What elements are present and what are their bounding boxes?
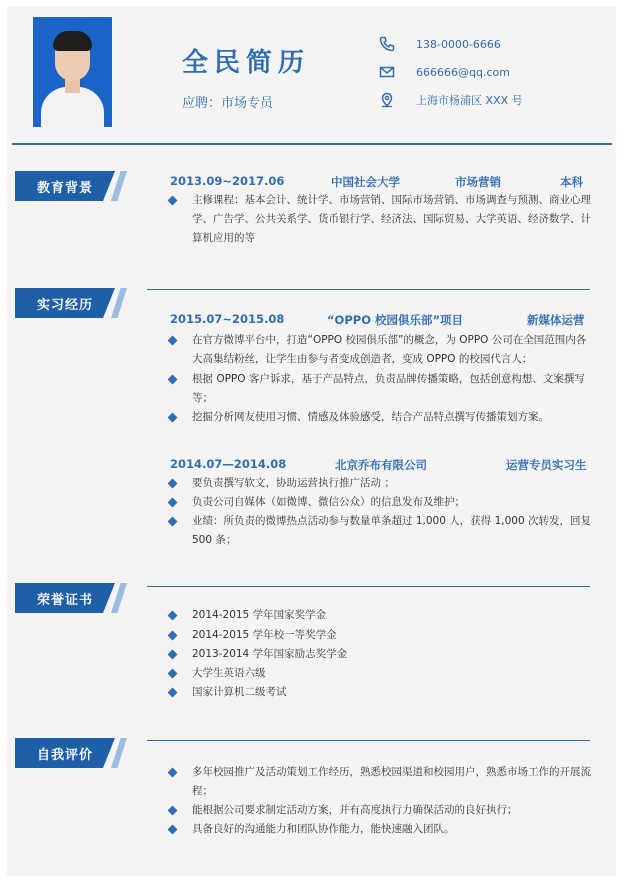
resume-page <box>7 6 616 876</box>
internship-role: 新媒体运营 <box>527 313 585 327</box>
section-divider <box>147 740 590 741</box>
list-item: 2013-2014 学年国家励志奖学金 <box>169 645 594 664</box>
section-divider <box>147 289 590 290</box>
section-title: 荣誉证书 <box>37 593 94 608</box>
phone-number: 138-0000-6666 <box>416 37 501 51</box>
candidate-name: 全民简历 <box>182 48 311 78</box>
education-school: 中国社会大学 <box>331 175 400 189</box>
list-item: 根据 OPPO 客户诉求，基于产品特点，负责品牌传播策略，包括创意构想、文案撰写等； <box>169 370 594 408</box>
list-item: 2014-2015 学年校一等奖学金 <box>169 626 594 645</box>
internship-org: 北京乔布有限公司 <box>335 458 427 472</box>
list-item: 具备良好的沟通能力和团队协作能力，能快速融入团队。 <box>169 820 594 839</box>
section-title: 自我评价 <box>37 748 94 763</box>
internship-org: “OPPO 校园俱乐部”项目 <box>327 313 464 327</box>
profile-photo <box>33 17 112 127</box>
internship-date: 2015.07~2015.08 <box>170 312 285 326</box>
list-item: 在官方微博平台中，打造“OPPO 校园俱乐部”的概念，为 OPPO 公司在全国范围内各大高集结粉丝，让学生由参与者变成创造者，变成 OPPO 的校园代言人； <box>169 331 594 369</box>
education-degree: 本科 <box>560 175 583 189</box>
location-pin-icon <box>379 92 395 108</box>
list-item: 要负责撰写软文，协助运营执行推广活动 ； <box>169 474 594 493</box>
list-item: 能根据公司要求制定活动方案，并有高度执行力确保活动的良好执行； <box>169 801 594 820</box>
home-address: 上海市杨浦区 XXX 号 <box>416 94 523 107</box>
section-title: 实习经历 <box>37 298 94 313</box>
address-contact <box>379 92 523 108</box>
list-item: 负责公司自媒体（如微博、微信公众）的信息发布及维护； <box>169 493 594 512</box>
header-divider <box>12 143 612 145</box>
mail-icon <box>379 64 395 80</box>
internship-date: 2014.07—2014.08 <box>170 457 287 471</box>
education-date: 2013.09~2017.06 <box>170 174 285 188</box>
email-contact <box>379 64 510 80</box>
phone-contact <box>379 36 501 52</box>
list-item: 2014-2015 学年国家奖学金 <box>169 606 594 625</box>
section-header-internship <box>15 288 127 318</box>
list-item: 业绩：所负责的微博热点活动参与数量单条超过 1,000 人，获得 1,000 次转发，回复 500 条； <box>169 512 594 550</box>
list-item: 多年校园推广及活动策划工作经历，熟悉校园渠道和校园用户，熟悉市场工作的开展流程； <box>169 763 594 801</box>
list-item: 国家计算机二级考试 <box>169 683 594 702</box>
internship-role: 运营专员实习生 <box>506 458 587 472</box>
list-item: 主修课程：基本会计、统计学、市场营销、国际市场营销、市场调查与预测、商业心理学、广告学、公共关系学、货币银行学、经济法、国际贸易、大学英语、经济数学、计算机应用的等 <box>169 191 594 248</box>
section-header-honors <box>15 583 127 613</box>
job-objective: 应聘：市场专员 <box>182 96 274 111</box>
section-title: 教育背景 <box>37 181 94 196</box>
email-address: 666666@qq.com <box>416 65 510 79</box>
section-divider <box>147 586 590 587</box>
section-header-education <box>15 171 127 201</box>
list-item: 挖掘分析网友使用习惯、情感及体验感受，结合产品特点撰写传播策划方案。 <box>169 408 594 427</box>
phone-icon <box>379 36 395 52</box>
section-header-self-eval <box>15 738 127 768</box>
education-major: 市场营销 <box>455 175 501 189</box>
list-item: 大学生英语六级 <box>169 664 594 683</box>
